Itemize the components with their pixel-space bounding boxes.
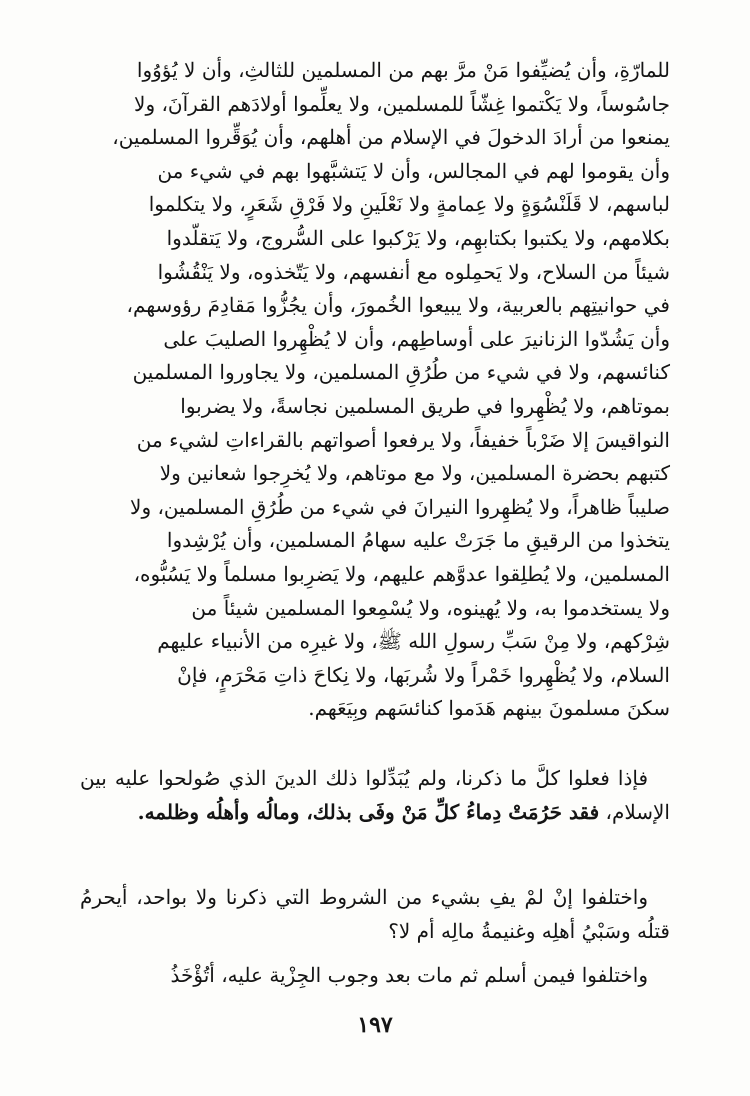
text-line: بكلامهم، ولا يكتبوا بكتابهِم، ولا يَرْكبوا على السُّروج، ولا يَتقلّدوا — [166, 225, 670, 250]
bold-ruling-text: فقد حَرُمَتْ دِماءُ كلِّ مَنْ وفَى بذلك، ومالُه وأهلُه وظلمه. — [137, 800, 600, 824]
text-line: صليباً ظاهراً، ولا يُظهِروا النيرانَ في شيء من طُرُقِ المسلمين، ولا — [130, 494, 670, 519]
paragraph-jizya — [80, 958, 670, 992]
text-line: يتخذوا من الرقيقِ ما جَرَتْ عليه سهامُ المسلمين، وأن يُرْشِدوا — [166, 528, 670, 553]
text-line: كنائسهم، ولا في شيء من طُرُقِ المسلمين، ولا يجاوروا المسلمين — [132, 360, 670, 385]
text-line: يمنعوا من أرادَ الدخولَ في الإسلام من أهلهم، وأن يُوَقِّروا المسلمين، — [112, 125, 670, 150]
paragraph-protection — [80, 761, 670, 829]
text-line: لباسهم، لا قَلَنْسُوَةٍ ولا عِمامةٍ ولا نَعْلَينِ ولا فَرْقِ شَعَرٍ، ولا يتكلموا — [148, 192, 670, 217]
paragraph-text: واختلفوا إنْ لمْ يفِ بشيء من الشروط التي ذكرنا ولا بواحد، أيحرمُ قتلُه وسَبْيُ أهلِه وغنيمةُ مالِه أم لا؟ — [80, 885, 670, 943]
text-line: جاسُوساً، ولا يَكْتموا غِشّاً للمسلمين، ولا يعلِّموا أولادَهم القرآنَ، ولا — [134, 91, 670, 116]
text-line: في حوانيتِهم بالعربية، ولا يبيعوا الخُمورَ، وأن يجُزُّوا مَقادِمَ رؤوسهم، — [126, 293, 670, 318]
paragraph-text: واختلفوا فيمن أسلم ثم مات بعد وجوب الجِزْية عليه، أتُؤْخَذُ — [170, 963, 648, 987]
text-line: وأن يَشُدّوا الزنانيرَ على أوساطِهم، وأن لا يُظْهِروا الصليبَ على — [163, 326, 670, 351]
text-line: شيئاً من السلاح، ولا يَحمِلوه مع أنفسهم، ولا يَتّخذوه، ولا يَنْقُشُوا — [157, 259, 670, 284]
text-line: سكنَ مسلمونَ بينهم هَدَموا كنائسَهم وبِيَعَهم. — [308, 696, 670, 721]
text-line: النواقيسَ إلا ضَرْباً خفيفاً، ولا يرفعوا أصواتهم بالقراءاتِ لشيء من — [136, 427, 670, 452]
text-line: السلام، ولا يُظْهِروا خَمْراً ولا شُربَها، ولا نِكاحَ ذاتِ مَحْرَمٍ، فإنْ — [177, 662, 670, 687]
paragraph-text: فإذا فعلوا كلَّ ما ذكرنا، ولم يُبَدِّلوا ذلك الدينَ الذي صُولحوا عليه بين الإسلام، — [80, 766, 670, 824]
text-line: ولا يستخدموا به، ولا يُهينوه، ولا يُسْمِعوا المسلمين شيئاً من — [191, 595, 670, 620]
paragraph-conditions — [80, 54, 670, 726]
paragraph-disagreement — [80, 880, 670, 948]
text-line: كتبهم بحضرة المسلمين، ولا مع موتاهم، ولا يُخرِجوا شعانين ولا — [159, 461, 670, 486]
page-number: ١٩٧ — [357, 1012, 393, 1038]
text-line: بموتاهم، ولا يُظْهِروا في طريق المسلمين نجاسةً، ولا يضربوا — [180, 393, 670, 418]
text-line: المسلمين، ولا يُطلِقوا عدوَّهم عليهم، ولا يَضرِبوا مسلماً ولا يَسُبُّوه، — [133, 561, 670, 586]
text-line: للمارّةِ، وأن يُضيِّفوا مَنْ مرَّ بهم من المسلمين للثالثِ، وأن لا يُؤوُوا — [136, 58, 670, 82]
text-line: وأن يقوموا لهم في المجالس، وأن لا يَتشبَّهوا بهم في شيء من — [157, 158, 670, 183]
text-line: شِرْكهم، ولا مِنْ سَبِّ رسولِ الله ﷺ، ولا غيرِه من الأنبياء عليهم — [157, 629, 670, 654]
